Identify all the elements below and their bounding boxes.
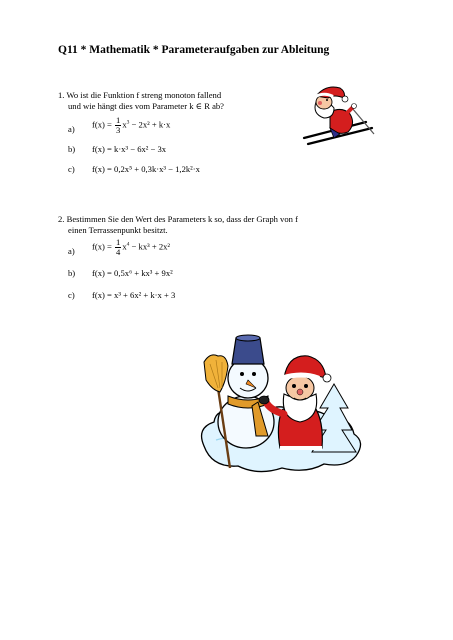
task1-b-formula: f(x) = k·x³ − 6x² − 3x	[92, 144, 167, 154]
task1-c-label: c)	[68, 164, 75, 174]
task2-b-formula: f(x) = 0,5x⁶ + kx³ + 9x²	[92, 268, 173, 278]
task1-a-label: a)	[68, 124, 75, 134]
santa-skiing-icon	[300, 84, 382, 150]
page-title: Q11 * Mathematik * Parameteraufgaben zur Ableitung	[58, 44, 330, 56]
task2-a-label: a)	[68, 246, 75, 256]
fraction: $\frac{1}{3}$	[116, 115, 121, 135]
fraction: $\frac{1}{4}$	[116, 237, 121, 257]
task1-line2: und wie hängt dies vom Parameter k ∈ R ab?	[68, 101, 224, 111]
task2-a-formula: f(x) = $\frac{1}{4}$ $x^4 - kx^3 + 2x^2$	[92, 237, 171, 257]
task2-b-label: b)	[68, 268, 76, 278]
task2-line2: einen Terrassenpunkt besitzt.	[68, 225, 168, 235]
snowman-santa-icon	[196, 318, 366, 478]
task1-b-label: b)	[68, 144, 76, 154]
task1-a-formula: f(x) = $\frac{1}{3}$ $x^3 - 2x^2 + k\cdot x$	[92, 115, 171, 135]
task2-c-formula: f(x) = x³ + 6x² + k·x + 3	[92, 290, 176, 300]
formula-lhs: f(x) =	[92, 241, 115, 252]
task1-line1: 1. Wo ist die Funktion f streng monoton fallend	[58, 90, 222, 100]
task1-c-formula: f(x) = 0,2x⁵ + 0,3k·x³ − 1,2k²·x	[92, 164, 200, 174]
formula-lhs: f(x) =	[92, 119, 115, 130]
task2-line1: 2. Bestimmen Sie den Wert des Parameters k so, dass der Graph von f	[58, 214, 298, 224]
task2-c-label: c)	[68, 290, 75, 300]
